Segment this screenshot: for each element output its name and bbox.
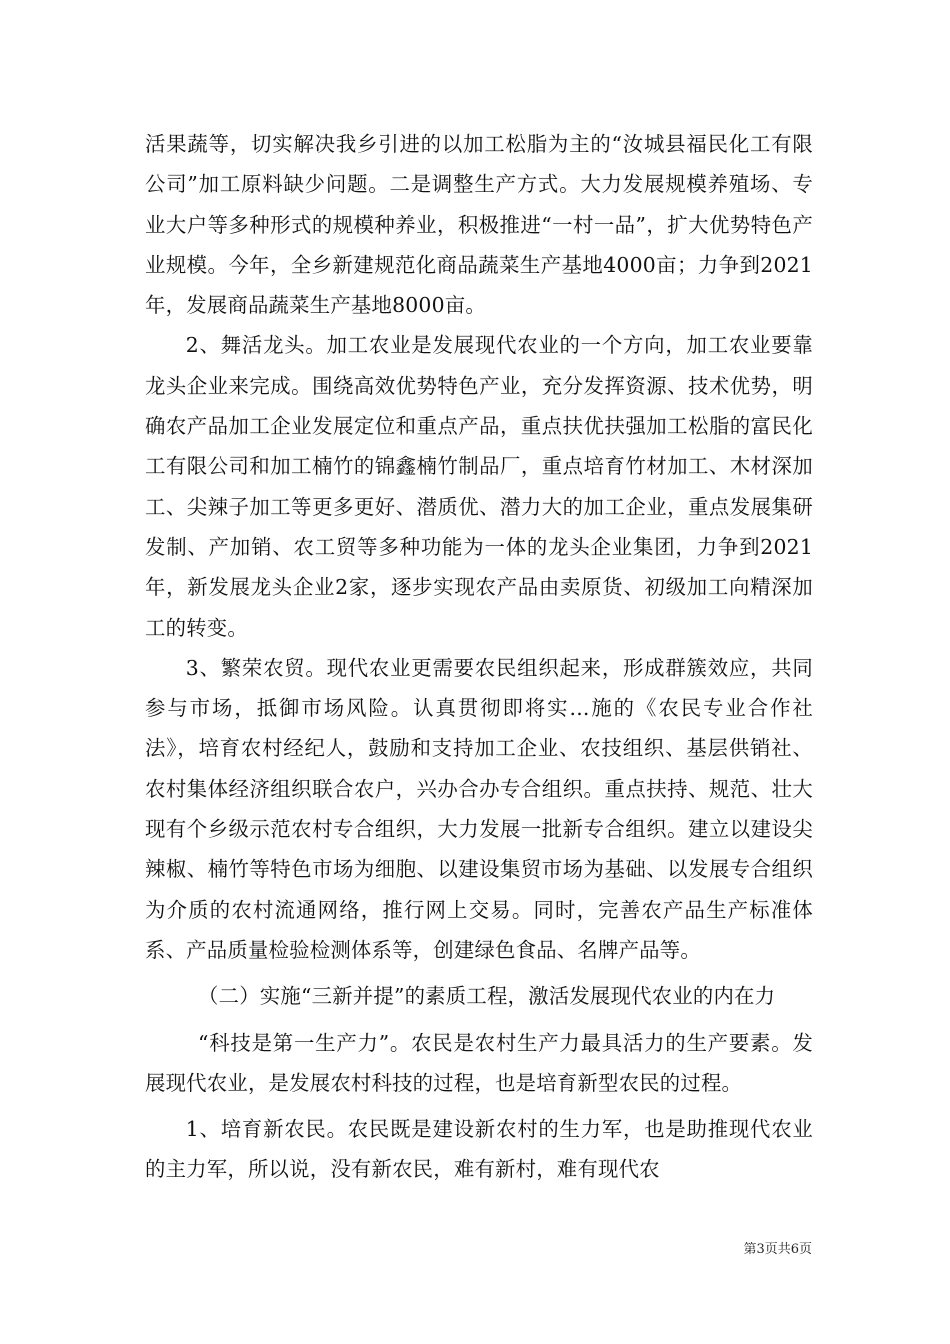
paragraph-agricultural-trade: 3、繁荣农贸。现代农业更需要农民组织起来，形成群簇效应，共同参与市场，抵御市场风险。认真贯彻即将实...施的《农民专业合作社法》，培育农村经纪人，鼓励和支持加工企业、农技组织、基层供销社、农村集体经济组织联合农户，兴办合办专合组织。重点扶持、规范、壮大现有个乡级示范农村专合组织，大力发展一批新专合组织。建立以建设尖辣椒、楠竹等特色市场为细胞、以建设集贸市场为基础、以发展专合组织为介质的农村流通网络，推行网上交易。同时，完善农产品生产标准体系、产品质量检验检测体系等，创建绿色食品、名牌产品等。 [145,655,813,962]
page-number-footer: 第3页共6页 [743,1242,812,1257]
section-heading-quality-project: （二）实施“三新并提”的素质工程，激活发展现代农业的内在力 [198,984,776,1009]
paragraph-science-technology: “科技是第一生产力”。农民是农村生产力最具活力的生产要素。发展现代农业，是发展农村科技的过程，也是培育新型农民的过程。 [145,1030,813,1095]
paragraph-cultivate-new-farmers: 1、培育新农民。农民既是建设新农村的生力军，也是助推现代农业的主力军，所以说，没有新农民，难有新村，难有现代农 [145,1117,813,1182]
paragraph-dragon-head-enterprises: 2、舞活龙头。加工农业是发展现代农业的一个方向，加工农业要靠龙头企业来完成。围绕高效优势特色产业，充分发挥资源、技术优势，明确农产品加工企业发展定位和重点产品，重点扶优扶强加工松脂的富民化工有限公司和加工楠竹的锦鑫楠竹制品厂，重点培育竹材加工、木材深加工、尖辣子加工等更多更好、潜质优、潜力大的加工企业，重点发展集研发制、产加销、农工贸等多种功能为一体的龙头企业集团，力争到2021年，新发展龙头企业2家，逐步实现农产品由卖原货、初级加工向精深加工的转变。 [145,333,813,640]
document-body [145,124,813,1190]
paragraph-continued-fruits-vegetables: 活果蔬等，切实解决我乡引进的以加工松脂为主的“汝城县福民化工有限公司”加工原料缺少问题。二是调整生产方式。大力发展规模养殖场、专业大户等多种形式的规模种养业，积极推进“一村一品”，扩大优势特色产业规模。今年，全乡新建规范化商品蔬菜生产基地4000亩；力争到2021年，发展商品蔬菜生产基地8000亩。 [145,132,813,318]
